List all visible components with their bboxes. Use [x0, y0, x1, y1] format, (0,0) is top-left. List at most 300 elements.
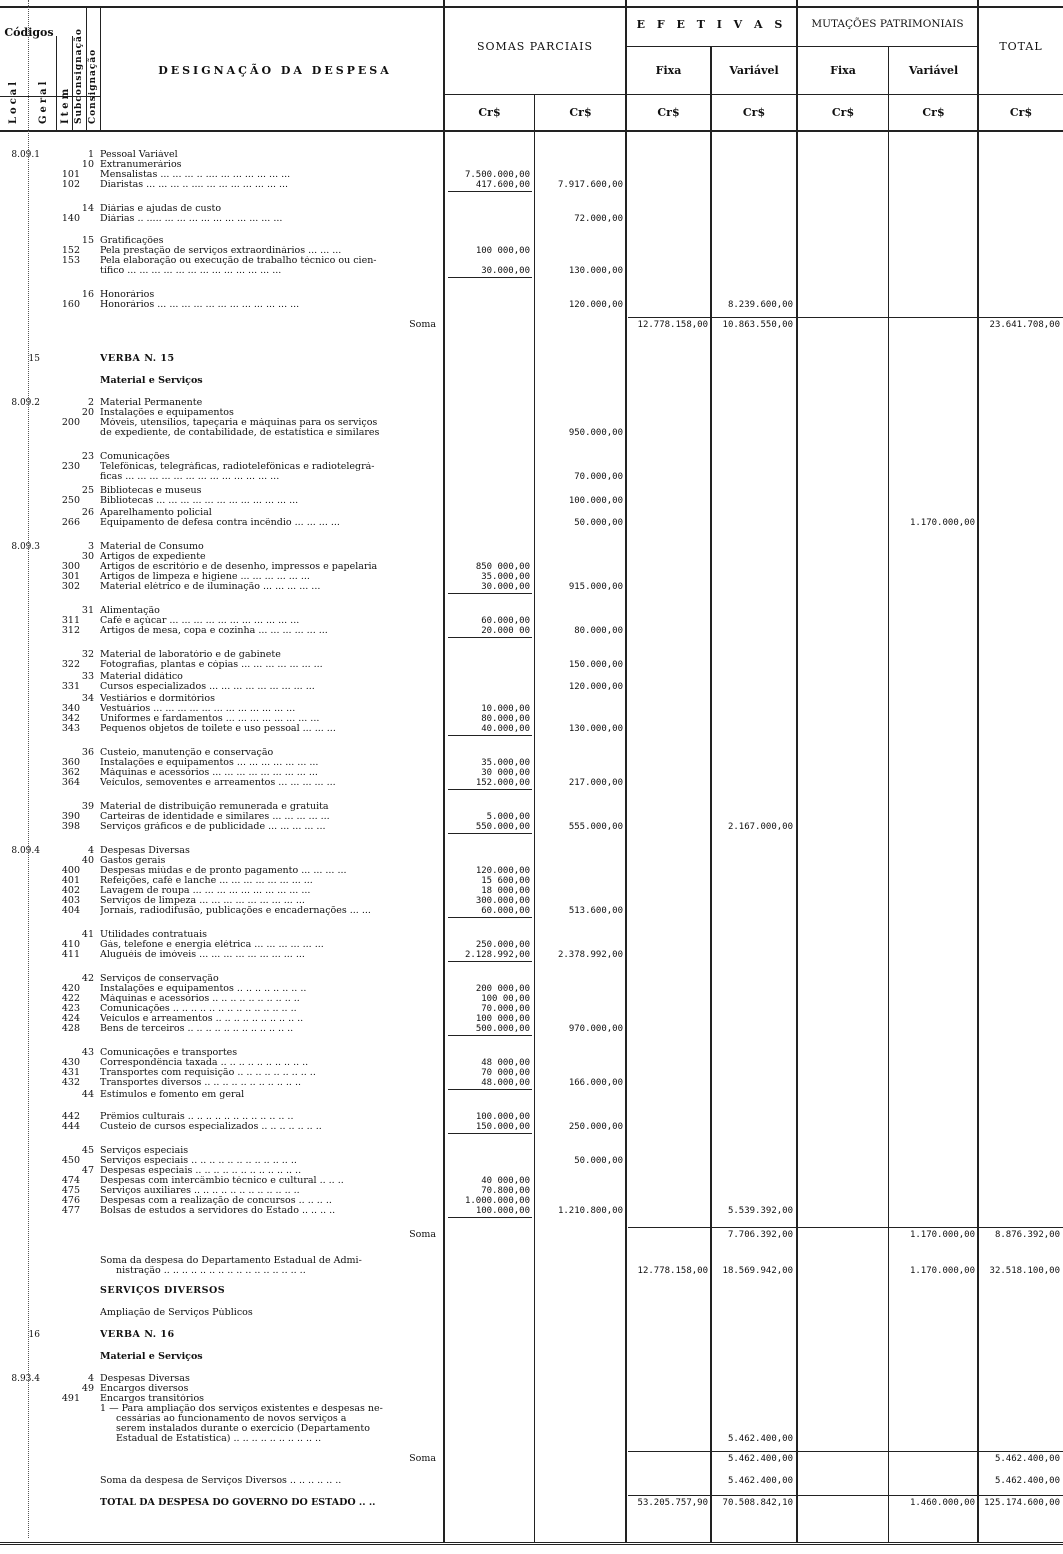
table-row — [0, 896, 1063, 906]
description: Soma — [409, 1230, 436, 1240]
code-consignacao: 342 — [61, 714, 80, 724]
table-row — [0, 246, 1063, 256]
description: TOTAL DA DESPESA DO GOVÊRNO DO ESTADO .. .. — [100, 1498, 376, 1508]
description: Aluguéis de imóveis ... ... ... ... ... ... ... ... ... — [100, 950, 305, 960]
currency-mut-variavel: Cr$ — [922, 106, 945, 119]
table-row — [0, 822, 1063, 832]
partial-sum-2: 130.000,00 — [568, 266, 623, 276]
description: Soma — [409, 320, 436, 330]
table-row — [0, 758, 1063, 768]
description: Gratificações — [100, 236, 164, 246]
code-subconsignacao: 20 — [81, 408, 94, 418]
header-mutacoes: MUTAÇÕES PATRIMONIAIS — [811, 18, 964, 30]
code-consignacao: 301 — [61, 572, 80, 582]
efetiva-fixa: 53.205.757,90 — [637, 1498, 708, 1508]
table-row — [0, 724, 1063, 734]
header-consignacao: Consignação — [88, 48, 98, 124]
table-row — [0, 1384, 1063, 1394]
efetiva-fixa: 12.778.158,00 — [637, 320, 708, 330]
table-row — [0, 518, 1063, 528]
code-subconsignacao: 33 — [81, 672, 94, 682]
efetiva-variavel: 18.569.942,00 — [722, 1266, 793, 1276]
partial-sum-1: 60.000,00 — [481, 906, 530, 916]
code-consignacao: 360 — [61, 758, 80, 768]
description: serem instalados durante o exercício (Departamento — [116, 1424, 370, 1434]
description: Material de laboratório e de gabinete — [100, 650, 281, 660]
code-subconsignacao: 15 — [81, 236, 94, 246]
description: Material elétrico e de iluminação ... ... ... ... ... — [100, 582, 321, 592]
description: Custeio, manutenção e conservação — [100, 748, 274, 758]
code-consignacao: 140 — [61, 214, 80, 224]
description: Vestuários ... ... ... ... ... ... ... ... ... ... ... ... — [100, 704, 296, 714]
code-consignacao: 450 — [61, 1156, 80, 1166]
description: Pequenos objetos de toilete e uso pessoal ... ... ... — [100, 724, 336, 734]
table-row — [0, 704, 1063, 714]
total-value: 32.518.100,00 — [989, 1266, 1060, 1276]
code-consignacao: 420 — [61, 984, 80, 994]
code-consignacao: 475 — [61, 1186, 80, 1196]
code-consignacao: 152 — [61, 246, 80, 256]
description: Diaristas ... ... ... .. .... ... ... ... ... ... ... ... — [100, 180, 289, 190]
total-value: 5.462.400,00 — [994, 1454, 1060, 1464]
table-row — [0, 266, 1063, 276]
description: Material e Serviços — [100, 376, 203, 386]
partial-sum-1: 20.000 00 — [481, 626, 530, 636]
description: VERBA N. 16 — [100, 1330, 175, 1340]
code-consignacao: 430 — [61, 1058, 80, 1068]
subtotal-rule — [448, 1217, 532, 1218]
partial-sum-2: 970.000,00 — [568, 1024, 623, 1034]
table-row — [0, 486, 1063, 496]
code-consignacao: 474 — [61, 1176, 80, 1186]
description: Uniformes e fardamentos ... ... ... ... ... ... ... ... — [100, 714, 320, 724]
description: Honorários — [100, 290, 155, 300]
code-local: 8.09.4 — [11, 846, 40, 856]
description: Carteiras de identidade e similares ... ... ... ... ... — [100, 812, 330, 822]
table-row — [0, 1434, 1063, 1444]
subtotal-rule — [448, 191, 532, 192]
partial-sum-1: 100 00,00 — [481, 994, 530, 1004]
code-consignacao: 364 — [61, 778, 80, 788]
partial-sum-1: 300.000,00 — [475, 896, 530, 906]
code-consignacao: 160 — [61, 300, 80, 310]
code-consignacao: 400 — [61, 866, 80, 876]
table-row — [0, 428, 1063, 438]
description: Instalações e equipamentos ... ... ... ... ... ... ... — [100, 758, 319, 768]
code-local: 8.09.3 — [11, 542, 40, 552]
subtotal-rule — [448, 593, 532, 594]
description: Diárias .. ..... ... ... ... ... ... ... ... ... ... ... — [100, 214, 283, 224]
partial-sum-2: 50.000,00 — [574, 518, 623, 528]
sum-rule — [628, 1227, 1063, 1228]
description: Despesas com a realização de concursos .. .. .. .. — [100, 1196, 332, 1206]
partial-sum-1: 70.000,00 — [481, 1004, 530, 1014]
table-row — [0, 1266, 1063, 1276]
description: Veículos, semoventes e arreamentos ... ... ... ... ... — [100, 778, 336, 788]
code-consignacao: 390 — [61, 812, 80, 822]
partial-sum-2: 166.000,00 — [568, 1078, 623, 1088]
table-row — [0, 1476, 1063, 1486]
partial-sum-1: 40.000,00 — [481, 724, 530, 734]
subtotal-rule — [448, 735, 532, 736]
partial-sum-1: 48 000,00 — [481, 1058, 530, 1068]
subtotal-rule — [448, 1133, 532, 1134]
description: Material didático — [100, 672, 183, 682]
partial-sum-1: 417.600,00 — [475, 180, 530, 190]
partial-sum-1: 550.000,00 — [475, 822, 530, 832]
table-row — [0, 650, 1063, 660]
partial-sum-1: 60.000,00 — [481, 616, 530, 626]
code-consignacao: 398 — [61, 822, 80, 832]
partial-sum-1: 5.000,00 — [486, 812, 530, 822]
partial-sum-1: 18 000,00 — [481, 886, 530, 896]
description: Refeições, café e lanche ... ... ... ... ... ... ... ... — [100, 876, 313, 886]
code-consignacao: 401 — [61, 876, 80, 886]
code-subconsignacao: 34 — [81, 694, 94, 704]
header-item: Item — [60, 85, 71, 124]
table-row — [0, 1394, 1063, 1404]
code-subconsignacao: 39 — [81, 802, 94, 812]
table-row — [0, 1498, 1063, 1508]
description: Diárias e ajudas de custo — [100, 204, 222, 214]
table-row — [0, 418, 1063, 428]
description: Ampliação de Serviços Públicos — [100, 1308, 253, 1318]
code-consignacao: 362 — [61, 768, 80, 778]
partial-sum-1: 120.000,00 — [475, 866, 530, 876]
description: Alimentação — [100, 606, 160, 616]
sum-rule — [628, 317, 1063, 318]
partial-sum-2: 555.000,00 — [568, 822, 623, 832]
table-row — [0, 170, 1063, 180]
code-consignacao: 402 — [61, 886, 80, 896]
table-row — [0, 1404, 1063, 1414]
code-consignacao: 200 — [61, 418, 80, 428]
partial-sum-1: 30.000,00 — [481, 266, 530, 276]
partial-sum-1: 100.000,00 — [475, 1112, 530, 1122]
subtotal-rule — [448, 637, 532, 638]
description: nistração .. .. .. .. .. .. .. .. .. .. .. .. .. .. .. .. — [116, 1266, 306, 1276]
header-codigos: Códigos — [4, 26, 54, 39]
table-row — [0, 802, 1063, 812]
table-row — [0, 1414, 1063, 1424]
description: Estadual de Estatística) .. .. .. .. .. .. .. .. .. .. — [116, 1434, 322, 1444]
code-subconsignacao: 2 — [87, 398, 94, 408]
partial-sum-2: 50.000,00 — [574, 1156, 623, 1166]
header-variavel: Variável — [729, 64, 779, 77]
code-consignacao: 422 — [61, 994, 80, 1004]
table-row — [0, 694, 1063, 704]
partial-sum-1: 100 000,00 — [475, 246, 530, 256]
table-row — [0, 1230, 1063, 1240]
code-consignacao: 101 — [61, 170, 80, 180]
table-row — [0, 906, 1063, 916]
description: VERBA N. 15 — [100, 354, 175, 364]
subtotal-rule — [448, 961, 532, 962]
table-row — [0, 1196, 1063, 1206]
table-row — [0, 1058, 1063, 1068]
header-geral: Geral — [38, 78, 49, 124]
efetiva-fixa: 12.778.158,00 — [637, 1266, 708, 1276]
table-row — [0, 1286, 1063, 1296]
description: Artigos de escritório e de desenho, impressos e papelaria — [100, 562, 378, 572]
partial-sum-1: 70 000,00 — [481, 1068, 530, 1078]
partial-sum-1: 10.000,00 — [481, 704, 530, 714]
description: Vestiários e dormitórios — [100, 694, 215, 704]
code-subconsignacao: 47 — [81, 1166, 94, 1176]
description: Despesas especiais .. .. .. .. .. .. .. .. .. .. .. .. — [100, 1166, 302, 1176]
partial-sum-1: 850 000,00 — [475, 562, 530, 572]
description: Transportes com requisição .. .. .. .. .. .. .. .. .. — [100, 1068, 316, 1078]
sum-rule — [628, 1451, 1063, 1452]
table-row — [0, 626, 1063, 636]
code-consignacao: 476 — [61, 1196, 80, 1206]
description: Transportes diversos .. .. .. .. .. .. .. .. .. .. .. — [100, 1078, 301, 1088]
sum-rule — [628, 1495, 1063, 1496]
table-row — [0, 214, 1063, 224]
table-row — [0, 1166, 1063, 1176]
header-mut-variavel: Variável — [908, 64, 959, 77]
description: Despesas com intercâmbio técnico e cultural .. .. .. — [100, 1176, 344, 1186]
code-consignacao: 491 — [61, 1394, 80, 1404]
table-row — [0, 462, 1063, 472]
efetiva-variavel: 5.462.400,00 — [727, 1476, 793, 1486]
table-row — [0, 1206, 1063, 1216]
table-row — [0, 974, 1063, 984]
mutacao-variavel: 1.170.000,00 — [909, 1266, 975, 1276]
header-designacao: DESIGNAÇÃO DA DESPESA — [158, 64, 392, 77]
table-row — [0, 866, 1063, 876]
code-consignacao: 404 — [61, 906, 80, 916]
table-row — [0, 300, 1063, 310]
code-subconsignacao: 4 — [87, 1374, 94, 1384]
description: Gás, telefone e energia elétrica ... ... ... ... ... ... — [100, 940, 324, 950]
subtotal-rule — [448, 833, 532, 834]
partial-sum-2: 120.000,00 — [568, 682, 623, 692]
description: Pela prestação de serviços extraordinários ... ... ... — [100, 246, 342, 256]
description: Instalações e equipamentos — [100, 408, 234, 418]
description: Serviços de conservação — [100, 974, 219, 984]
code-subconsignacao: 42 — [81, 974, 94, 984]
table-row — [0, 856, 1063, 866]
description: Cursos especializados ... ... ... ... ... ... ... ... ... — [100, 682, 315, 692]
table-row — [0, 940, 1063, 950]
description: Pessoal Variável — [100, 150, 178, 160]
table-row — [0, 846, 1063, 856]
description: Telefônicas, telegráficas, radiotelefônicas e radiotelegrá- — [100, 462, 375, 472]
table-row — [0, 180, 1063, 190]
description: 1 — Para ampliação dos serviços existentes e despesas ne- — [100, 1404, 383, 1414]
table-row — [0, 876, 1063, 886]
subtotal-rule — [448, 1035, 532, 1036]
code-consignacao: 411 — [61, 950, 80, 960]
code-subconsignacao: 30 — [81, 552, 94, 562]
table-row — [0, 1014, 1063, 1024]
description: Máquinas e acessórios .. .. .. .. .. .. .. .. .. .. — [100, 994, 300, 1004]
code-consignacao: 403 — [61, 896, 80, 906]
table-row — [0, 496, 1063, 506]
description: Utilidades contratuais — [100, 930, 207, 940]
mutacao-variavel: 1.460.000,00 — [909, 1498, 975, 1508]
code-consignacao: 311 — [61, 616, 80, 626]
currency-p2: Cr$ — [569, 106, 592, 119]
efetiva-variavel: 10.863.550,00 — [722, 320, 793, 330]
table-row — [0, 714, 1063, 724]
description: Serviços especiais — [100, 1146, 189, 1156]
partial-sum-1: 35.000,00 — [481, 758, 530, 768]
table-row — [0, 778, 1063, 788]
code-consignacao: 266 — [61, 518, 80, 528]
description: Extranumerários — [100, 160, 182, 170]
partial-sum-1: 100 000,00 — [475, 1014, 530, 1024]
table-row — [0, 1424, 1063, 1434]
description: Material e Serviços — [100, 1352, 203, 1362]
table-row — [0, 1146, 1063, 1156]
efetiva-variavel: 8.239.600,00 — [727, 300, 793, 310]
description: Despesas Diversas — [100, 846, 190, 856]
table-row — [0, 1352, 1063, 1362]
table-row — [0, 204, 1063, 214]
mutacao-variavel: 1.170.000,00 — [909, 1230, 975, 1240]
description: Máquinas e acessórios ... ... ... ... ... ... ... ... ... — [100, 768, 318, 778]
table-row — [0, 582, 1063, 592]
description: Artigos de mesa, copa e cozinha ... ... ... ... ... ... — [100, 626, 328, 636]
subtotal-rule — [448, 789, 532, 790]
code-consignacao: 477 — [61, 1206, 80, 1216]
table-row — [0, 1122, 1063, 1132]
description: Fotografias, plantas e cópias ... ... ... ... ... ... ... — [100, 660, 323, 670]
table-row — [0, 950, 1063, 960]
partial-sum-1: 48.000,00 — [481, 1078, 530, 1088]
currency-total: Cr$ — [1009, 106, 1033, 119]
code-consignacao: 322 — [61, 660, 80, 670]
partial-sum-1: 7.500.000,00 — [464, 170, 530, 180]
table-row — [0, 376, 1063, 386]
description: Bens de terceiros .. .. .. .. .. .. .. .. .. .. .. .. — [100, 1024, 294, 1034]
code-subconsignacao: 4 — [87, 846, 94, 856]
currency-fixa: Cr$ — [657, 106, 680, 119]
code-consignacao: 340 — [61, 704, 80, 714]
partial-sum-1: 80.000,00 — [481, 714, 530, 724]
table-row — [0, 930, 1063, 940]
code-consignacao: 444 — [61, 1122, 80, 1132]
description: Soma da despesa de Serviços Diversos .. .. .. .. .. .. — [100, 1476, 342, 1486]
code-consignacao: 102 — [61, 180, 80, 190]
table-row — [0, 1176, 1063, 1186]
header-subconsignacao: Subconsignação — [74, 28, 84, 124]
code-subconsignacao: 40 — [81, 856, 94, 866]
description: Soma da despesa do Departamento Estadual de Admi- — [100, 1256, 362, 1266]
description: Comunicações .. .. .. .. .. .. .. .. .. .. .. .. .. .. — [100, 1004, 297, 1014]
partial-sum-2: 250.000,00 — [568, 1122, 623, 1132]
table-row — [0, 572, 1063, 582]
partial-sum-2: 915.000,00 — [568, 582, 623, 592]
table-row — [0, 472, 1063, 482]
partial-sum-2: 120.000,00 — [568, 300, 623, 310]
header-local: Local — [8, 78, 19, 124]
table-row — [0, 1090, 1063, 1100]
table-row — [0, 160, 1063, 170]
efetiva-variavel: 70.508.842,10 — [722, 1498, 793, 1508]
code-consignacao: 410 — [61, 940, 80, 950]
table-row — [0, 1004, 1063, 1014]
code-subconsignacao: 23 — [81, 452, 94, 462]
code-local: 8.09.1 — [11, 150, 40, 160]
description: Soma — [409, 1454, 436, 1464]
partial-sum-2: 130.000,00 — [568, 724, 623, 734]
code-consignacao: 442 — [61, 1112, 80, 1122]
table-row — [0, 354, 1063, 364]
code-local: 15 — [28, 354, 40, 364]
description: Serviços auxiliares .. .. .. .. .. .. .. .. .. .. .. .. — [100, 1186, 300, 1196]
mutacao-variavel: 1.170.000,00 — [909, 518, 975, 528]
description: Material de distribuição remunerada e gratuita — [100, 802, 329, 812]
currency-p1: Cr$ — [478, 106, 501, 119]
code-subconsignacao: 26 — [81, 508, 94, 518]
description: SERVIÇOS DIVERSOS — [100, 1286, 226, 1296]
header-fixa: Fixa — [655, 64, 682, 77]
code-subconsignacao: 1 — [87, 150, 94, 160]
partial-sum-2: 2.378.992,00 — [557, 950, 623, 960]
total-value: 5.462.400,00 — [994, 1476, 1060, 1486]
subtotal-rule — [448, 277, 532, 278]
description: Comunicações — [100, 452, 170, 462]
total-value: 125.174.600,00 — [984, 1498, 1060, 1508]
code-subconsignacao: 44 — [81, 1090, 94, 1100]
code-consignacao: 300 — [61, 562, 80, 572]
description: Gastos gerais — [100, 856, 166, 866]
description: Despesas miúdas e de pronto pagamento ... ... ... ... — [100, 866, 347, 876]
total-value: 23.641.708,00 — [989, 320, 1060, 330]
table-row — [0, 672, 1063, 682]
description: Material Permanente — [100, 398, 203, 408]
code-consignacao: 423 — [61, 1004, 80, 1014]
table-row — [0, 984, 1063, 994]
table-row — [0, 236, 1063, 246]
header-efetivas: E F E T I V A S — [636, 18, 787, 31]
description: ficas ... ... ... ... ... ... ... ... ... ... ... ... ... — [100, 472, 280, 482]
description: Jornais, radiodifusão, publicações e encadernações ... ... — [100, 906, 371, 916]
partial-sum-1: 250.000,00 — [475, 940, 530, 950]
code-consignacao: 250 — [61, 496, 80, 506]
code-subconsignacao: 32 — [81, 650, 94, 660]
table-row — [0, 320, 1063, 330]
header-somas-parciais: SOMAS PARCIAIS — [477, 40, 593, 53]
partial-sum-1: 152.000,00 — [475, 778, 530, 788]
description: Instalações e equipamentos .. .. .. .. .. .. .. .. — [100, 984, 307, 994]
partial-sum-2: 217.000,00 — [568, 778, 623, 788]
description: Serviços de limpeza ... ... ... ... ... ... ... ... ... — [100, 896, 305, 906]
efetiva-variavel: 5.462.400,00 — [727, 1434, 793, 1444]
table-row — [0, 256, 1063, 266]
description: Lavagem de roupa ... ... ... ... ... ... ... ... ... ... — [100, 886, 311, 896]
description: Estímulos e fomento em geral — [100, 1090, 245, 1100]
total-value: 8.876.392,00 — [994, 1230, 1060, 1240]
description: Bibliotecas e museus — [100, 486, 202, 496]
partial-sum-1: 500.000,00 — [475, 1024, 530, 1034]
currency-mut-fixa: Cr$ — [831, 106, 855, 119]
table-row — [0, 1330, 1063, 1340]
partial-sum-1: 30 000,00 — [481, 768, 530, 778]
table-row — [0, 616, 1063, 626]
description: Bolsas de estudos a servidores do Estado .. .. .. .. — [100, 1206, 336, 1216]
efetiva-variavel: 2.167.000,00 — [727, 822, 793, 832]
partial-sum-1: 150.000,00 — [475, 1122, 530, 1132]
code-subconsignacao: 36 — [81, 748, 94, 758]
table-row — [0, 660, 1063, 670]
table-row — [0, 1024, 1063, 1034]
partial-sum-2: 80.000,00 — [574, 626, 623, 636]
partial-sum-2: 150.000,00 — [568, 660, 623, 670]
